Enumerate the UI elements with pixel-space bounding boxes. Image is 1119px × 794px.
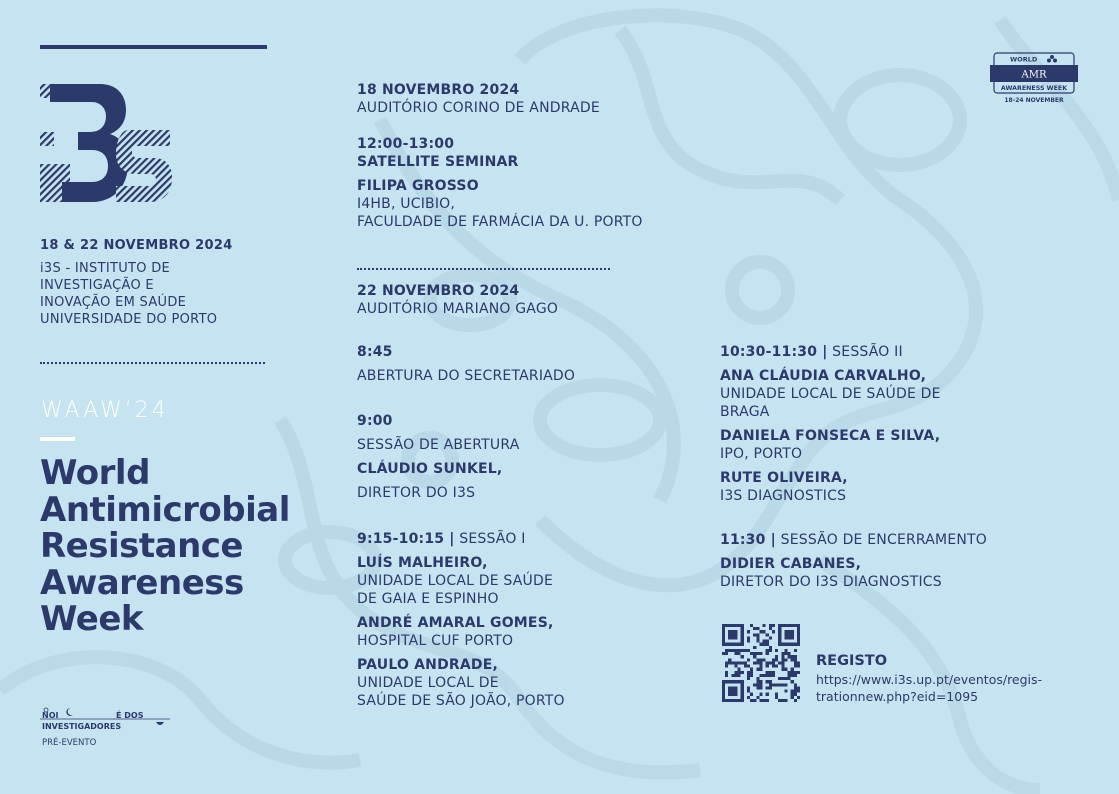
seminar-title: SATELLITE SEMINAR: [357, 154, 519, 170]
session-time: 11:30 |: [720, 532, 776, 548]
title-line: Week: [40, 599, 144, 639]
day1-block: [357, 81, 643, 231]
session-speaker: CLÁUDIO SUNKEL,: [357, 461, 503, 477]
amr-awareness-week-badge: [988, 52, 1080, 108]
session-915: [357, 530, 565, 710]
speaker-affiliation: DIRETOR DO I3S: [357, 485, 476, 501]
title-line: Antimicrobial: [40, 489, 290, 530]
registration-qr-code[interactable]: [722, 624, 800, 702]
session-900: [357, 412, 520, 502]
institution-line: INVESTIGAÇÃO E: [40, 278, 154, 293]
dotted-divider: [40, 362, 265, 364]
badge-top: WORLD: [1010, 55, 1038, 64]
badge-middle: AMR: [1021, 69, 1047, 81]
accent-bar: [40, 437, 75, 441]
session-text: ABERTURA DO SECRETARIADO: [357, 368, 576, 384]
pre-evento-label: PRÉ-EVENTO: [42, 738, 97, 748]
speaker-affiliation: UNIDADE LOCAL DE SAÚDE DE: [720, 386, 941, 402]
session-label: SESSÃO DE ENCERRAMENTO: [775, 532, 988, 548]
registration-label: REGISTO: [816, 653, 888, 669]
session-speaker: PAULO ANDRADE,: [357, 657, 499, 673]
title-line: World: [40, 453, 150, 493]
svg-text:É DOS: É DOS: [116, 711, 144, 720]
speaker-affiliation: DIRETOR DO I3S DIAGNOSTICS: [720, 574, 942, 590]
svg-text:NOI: NOI: [42, 711, 59, 720]
seminar-time: 12:00-13:00: [357, 136, 455, 152]
speaker-affiliation: IPO, PORTO: [720, 446, 803, 462]
speaker-affiliation: DE GAIA E ESPINHO: [357, 591, 499, 607]
session-label: SESSÃO II: [827, 344, 903, 360]
noite-investigadores-logo: [40, 706, 170, 736]
svg-text:INVESTIGADORES: INVESTIGADORES: [42, 722, 122, 731]
session-time: 9:15-10:15 |: [357, 531, 455, 547]
session-speaker: DANIELA FONSECA E SILVA,: [720, 428, 941, 444]
top-rule: [40, 45, 267, 49]
day2-date: 22 NOVEMBRO 2024: [357, 283, 520, 299]
session-speaker: DIDIER CABANES,: [720, 556, 862, 572]
registration-url-line[interactable]: trationnew.php?eid=1095: [816, 689, 979, 704]
session-time: 9:00: [357, 413, 393, 429]
dotted-divider: [357, 268, 610, 270]
session-1130: [720, 531, 987, 591]
speaker-affiliation: FACULDADE DE FARMÁCIA DA U. PORTO: [357, 214, 643, 230]
event-title: [40, 455, 290, 638]
session-speaker: ANA CLÁUDIA CARVALHO,: [720, 368, 927, 384]
session-speaker: LUÍS MALHEIRO,: [357, 555, 488, 571]
institution-line: INOVAÇÃO EM SAÚDE: [40, 295, 187, 310]
institution-name: [40, 260, 217, 328]
waaw-label: WAAW’24: [41, 398, 169, 423]
title-line: Awareness: [40, 562, 244, 603]
session-1030: [720, 343, 941, 505]
session-time: 10:30-11:30 |: [720, 344, 828, 360]
session-label: SESSÃO I: [454, 531, 526, 547]
speaker-affiliation: I3S DIAGNOSTICS: [720, 488, 847, 504]
speaker-affiliation: UNIDADE LOCAL DE SAÚDE: [357, 573, 554, 589]
day2-venue: AUDITÓRIO MARIANO GAGO: [357, 301, 559, 317]
event-dates: 18 & 22 NOVEMBRO 2024: [40, 238, 233, 253]
speaker-affiliation: UNIDADE LOCAL DE: [357, 675, 499, 691]
session-text: SESSÃO DE ABERTURA: [357, 437, 520, 453]
badge-dates: 18-24 NOVEMBER: [1004, 97, 1064, 104]
institution-line: UNIVERSIDADE DO PORTO: [40, 312, 218, 327]
session-speaker: ANDRÉ AMARAL GOMES,: [357, 615, 554, 631]
speaker-affiliation: HOSPITAL CUF PORTO: [357, 633, 514, 649]
registration-link[interactable]: [816, 671, 1042, 705]
day2-block: [357, 282, 558, 318]
session-time: 8:45: [357, 344, 393, 360]
title-line: Resistance: [40, 526, 243, 566]
session-speaker: RUTE OLIVEIRA,: [720, 470, 848, 486]
speaker-affiliation: BRAGA: [720, 404, 770, 420]
seminar-speaker: FILIPA GROSSO: [357, 178, 479, 194]
day1-venue: AUDITÓRIO CORINO DE ANDRADE: [357, 100, 600, 116]
day1-date: 18 NOVEMBRO 2024: [357, 82, 520, 98]
badge-bottom: AWARENESS WEEK: [1000, 85, 1068, 92]
institution-line: i3S - INSTITUTO DE: [40, 261, 171, 276]
i3s-logo: [38, 82, 173, 207]
speaker-affiliation: I4HB, UCIBIO,: [357, 196, 456, 212]
registration-url-line[interactable]: https://www.i3s.up.pt/eventos/regis-: [816, 672, 1043, 687]
speaker-affiliation: SAÚDE DE SÃO JOÃO, PORTO: [357, 693, 565, 709]
session-845: [357, 343, 575, 385]
